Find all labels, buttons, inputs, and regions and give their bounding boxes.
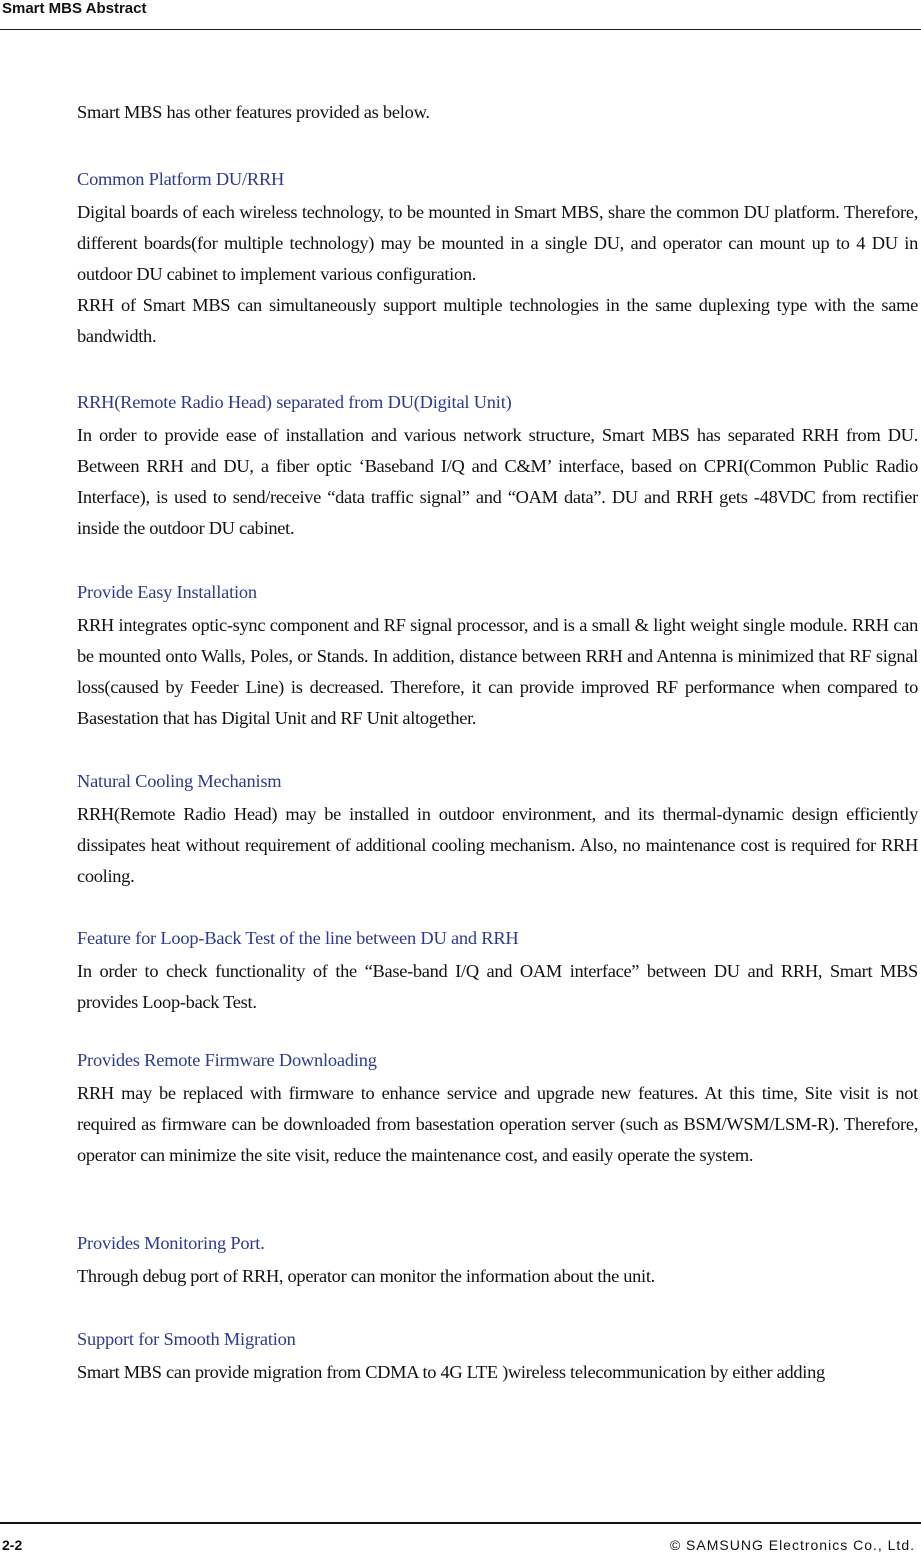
section-heading: Provides Monitoring Port. xyxy=(77,1233,265,1253)
section-paragraph: In order to provide ease of installation and various network structure, Smart MBS has separated RRH from DU. Between RRH and DU, a fiber optic ‘Baseband I/Q and C&M’ interface, based on CPRI(Common Public Radio Interface), is used to send/receive “data traffic signal” and “OAM data”. DU and RRH gets -48VDC from rectifier inside the outdoor DU cabinet. xyxy=(77,425,918,538)
section-heading: Feature for Loop-Back Test of the line between DU and RRH xyxy=(77,928,519,948)
section-easy-installation xyxy=(77,580,918,734)
section-heading: Provide Easy Installation xyxy=(77,582,257,602)
header-divider xyxy=(0,29,921,30)
header-title: Smart MBS Abstract xyxy=(2,0,147,17)
page-number: 2-2 xyxy=(2,1537,23,1553)
section-paragraph: In order to check functionality of the “Base-band I/Q and OAM interface” between DU and RRH, Smart MBS provides Loop-back Test. xyxy=(77,961,918,1012)
section-heading: Natural Cooling Mechanism xyxy=(77,771,282,791)
section-paragraph: Smart MBS can provide migration from CDMA to 4G LTE )wireless telecommunication by either adding xyxy=(77,1362,825,1382)
section-smooth-migration xyxy=(77,1327,918,1388)
section-heading: Support for Smooth Migration xyxy=(77,1329,296,1349)
section-paragraph: Through debug port of RRH, operator can monitor the information about the unit. xyxy=(77,1266,655,1286)
section-common-platform xyxy=(77,167,918,352)
section-paragraph: Digital boards of each wireless technology, to be mounted in Smart MBS, share the common DU platform. Therefore, different boards(for multiple technology) may be mounted in a single DU, and operator can mount up to 4 DU in outdoor DU cabinet to implement various configuration. xyxy=(77,202,918,284)
section-heading: Common Platform DU/RRH xyxy=(77,169,285,189)
section-remote-firmware xyxy=(77,1048,918,1171)
intro-paragraph: Smart MBS has other features provided as below. xyxy=(77,102,430,122)
footer-divider xyxy=(0,1522,921,1524)
section-natural-cooling xyxy=(77,769,918,892)
copyright-notice: © SAMSUNG Electronics Co., Ltd. xyxy=(669,1537,915,1553)
section-heading: Provides Remote Firmware Downloading xyxy=(77,1050,377,1070)
section-loop-back-test xyxy=(77,926,918,1018)
section-paragraph: RRH may be replaced with firmware to enhance service and upgrade new features. At this time, Site visit is not required as firmware can be downloaded from basestation operation server (such as BSM/WSM/LSM-R). Therefore, operator can minimize the site visit, reduce the maintenance cost, and easily operate the system. xyxy=(77,1083,918,1165)
section-rrh-separated xyxy=(77,390,918,544)
document-body xyxy=(77,97,918,1388)
section-paragraph: RRH of Smart MBS can simultaneously support multiple technologies in the same duplexing type with the same bandwidth. xyxy=(77,295,918,346)
section-paragraph: RRH(Remote Radio Head) may be installed in outdoor environment, and its thermal-dynamic design efficiently dissipates heat without requirement of additional cooling mechanism. Also, no maintenance cost is required for RRH cooling. xyxy=(77,804,918,886)
section-paragraph: RRH integrates optic-sync component and RF signal processor, and is a small & light weight single module. RRH can be mounted onto Walls, Poles, or Stands. In addition, distance between RRH and Antenna is minimized that RF signal loss(caused by Feeder Line) is decreased. Therefore, it can provide improved RF performance when compared to Basestation that has Digital Unit and RF Unit altogether. xyxy=(77,615,918,728)
section-heading: RRH(Remote Radio Head) separated from DU(Digital Unit) xyxy=(77,392,512,412)
section-monitoring-port xyxy=(77,1231,918,1292)
